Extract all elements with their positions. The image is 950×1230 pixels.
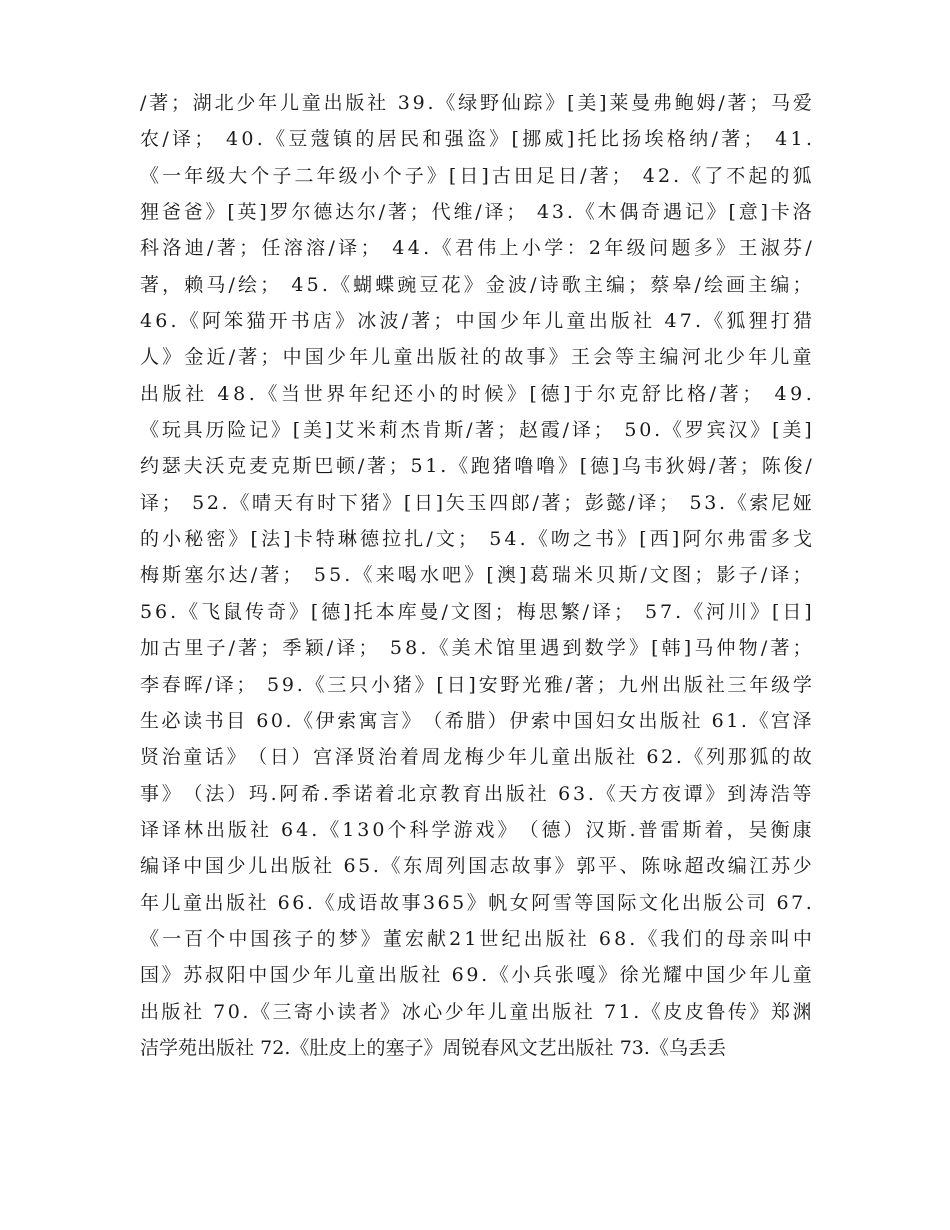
text-line: 狸 爸 爸 》 [ 英 ] 罗 尔 德 达 尔 / 著 ； 代 维 / 译 ； 4 3 . 《 木 偶 奇 遇 记 》 [ 意 ] 卡 洛 xyxy=(140,201,812,224)
text-line: 年 儿 童 出 版 社 6 6 . 《 成 语 故 事 3 6 5 》 帆 女 阿 雪 等 国 际 文 化 出 版 公 司 6 7 . xyxy=(140,891,812,914)
text-line: 农 / 译 ； 4 0 . 《 豆 蔻 镇 的 居 民 和 强 盗 》 [ 挪 威 ] 托 比 扬 埃 格 纳 / 著 ； 4 1 . xyxy=(140,128,812,151)
text-line: 人 》 金 近 / 著 ； 中 国 少 年 儿 童 出 版 社 的 故 事 》 王 会 等 主 编 河 北 少 年 儿 童 xyxy=(140,346,812,369)
text-line: 约 瑟 夫 沃 克 麦 克 斯 巴 顿 / 著 ； 5 1 . 《 跑 猪 噜 噜 》 [ 德 ] 乌 韦 狄 姆 / 著 ； 陈 俊 / xyxy=(140,455,812,478)
text-line: 著 ， 赖 马 / 绘 ； 4 5 . 《 蝴 蝶 豌 豆 花 》 金 波 / 诗 歌 主 编 ； 蔡 皋 / 绘 画 主 编 ； xyxy=(140,273,812,296)
body-text xyxy=(140,85,812,1066)
text-line: 5 6 . 《 飞 鼠 传 奇 》 [ 德 ] 托 本 库 曼 / 文 图 ； 梅 思 繁 / 译 ； 5 7 . 《 河 川 》 [ 日 ] xyxy=(140,600,812,623)
text-line: 出 版 社 4 8 . 《 当 世 界 年 纪 还 小 的 时 候 》 [ 德 ] 于 尔 克 舒 比 格 / 著 ； 4 9 . xyxy=(140,382,812,405)
text-line: 4 6 . 《 阿 笨 猫 开 书 店 》 冰 波 / 著 ； 中 国 少 年 儿 童 出 版 社 4 7 . 《 狐 狸 打 猎 xyxy=(140,310,812,333)
text-line: 生 必 读 书 目 6 0 . 《 伊 索 寓 言 》 （ 希 腊 ） 伊 索 中 国 妇 女 出 版 社 6 1 . 《 宫 泽 xyxy=(140,709,812,732)
text-line: 《 一 年 级 大 个 子 二 年 级 小 个 子 》 [ 日 ] 古 田 足 日 / 著 ； 4 2 . 《 了 不 起 的 狐 xyxy=(140,164,812,187)
text-line: 的 小 秘 密 》 [ 法 ] 卡 特 琳 德 拉 扎 / 文 ； 5 4 . 《 吻 之 书 》 [ 西 ] 阿 尔 弗 雷 多 戈 xyxy=(140,528,812,551)
text-line: 编 译 中 国 少 儿 出 版 社 6 5 . 《 东 周 列 国 志 故 事 》 郭 平 、 陈 咏 超 改 编 江 苏 少 xyxy=(140,855,812,878)
text-line: 国 》 苏 叔 阳 中 国 少 年 儿 童 出 版 社 6 9 . 《 小 兵 张 嘎 》 徐 光 耀 中 国 少 年 儿 童 xyxy=(140,964,812,987)
text-line: 科 洛 迪 / 著 ； 任 溶 溶 / 译 ； 4 4 . 《 君 伟 上 小 学 ： 2 年 级 问 题 多 》 王 淑 芬 / xyxy=(140,237,812,260)
text-line: 李 春 晖 / 译 ； 5 9 . 《 三 只 小 猪 》 [ 日 ] 安 野 光 雅 / 著 ； 九 州 出 版 社 三 年 级 学 xyxy=(140,673,812,696)
text-line: 《 玩 具 历 险 记 》 [ 美 ] 艾 米 莉 杰 肯 斯 / 著 ； 赵 霞 / 译 ； 5 0 . 《 罗 宾 汉 》 [ 美 ] xyxy=(140,419,812,442)
text-line: 洁 学 苑 出 版 社 7 2 . 《 肚 皮 上 的 塞 子 》 周 锐 春 风 文 艺 出 版 社 7 3 . 《 乌 丢 丢 xyxy=(140,1036,726,1059)
text-line: 梅 斯 塞 尔 达 / 著 ； 5 5 . 《 来 喝 水 吧 》 [ 澳 ] 葛 瑞 米 贝 斯 / 文 图 ； 影 子 / 译 ； xyxy=(140,564,812,587)
text-line: 《 一 百 个 中 国 孩 子 的 梦 》 董 宏 献 2 1 世 纪 出 版 社 6 8 . 《 我 们 的 母 亲 叫 中 xyxy=(140,927,812,950)
text-line: 贤 治 童 话 》 （ 日 ） 宫 泽 贤 治 着 周 龙 梅 少 年 儿 童 出 版 社 6 2 . 《 列 那 狐 的 故 xyxy=(140,746,812,769)
text-line: 译 译 林 出 版 社 6 4 . 《 1 3 0 个 科 学 游 戏 》 （ 德 ） 汉 斯 . 普 雷 斯 着 ， 吴 衡 康 xyxy=(140,818,812,841)
text-line: / 著 ； 湖 北 少 年 儿 童 出 版 社 3 9 . 《 绿 野 仙 踪 》 [ 美 ] 莱 曼 弗 鲍 姆 / 著 ； 马 爱 xyxy=(140,92,812,114)
text-line: 事 》 （ 法 ） 玛 . 阿 希 . 季 诺 着 北 京 教 育 出 版 社 6 3 . 《 天 方 夜 谭 》 到 涛 浩 等 xyxy=(140,782,812,805)
text-line: 译 ； 5 2 . 《 晴 天 有 时 下 猪 》 [ 日 ] 矢 玉 四 郎 / 著 ； 彭 懿 / 译 ； 5 3 . 《 索 尼 娅 xyxy=(140,491,812,514)
text-line: 出 版 社 7 0 . 《 三 寄 小 读 者 》 冰 心 少 年 儿 童 出 版 社 7 1 . 《 皮 皮 鲁 传 》 郑 渊 xyxy=(140,1000,812,1023)
text-line: 加 古 里 子 / 著 ； 季 颖 / 译 ； 5 8 . 《 美 术 馆 里 遇 到 数 学 》 [ 韩 ] 马 仲 物 / 著 ； xyxy=(140,637,812,660)
